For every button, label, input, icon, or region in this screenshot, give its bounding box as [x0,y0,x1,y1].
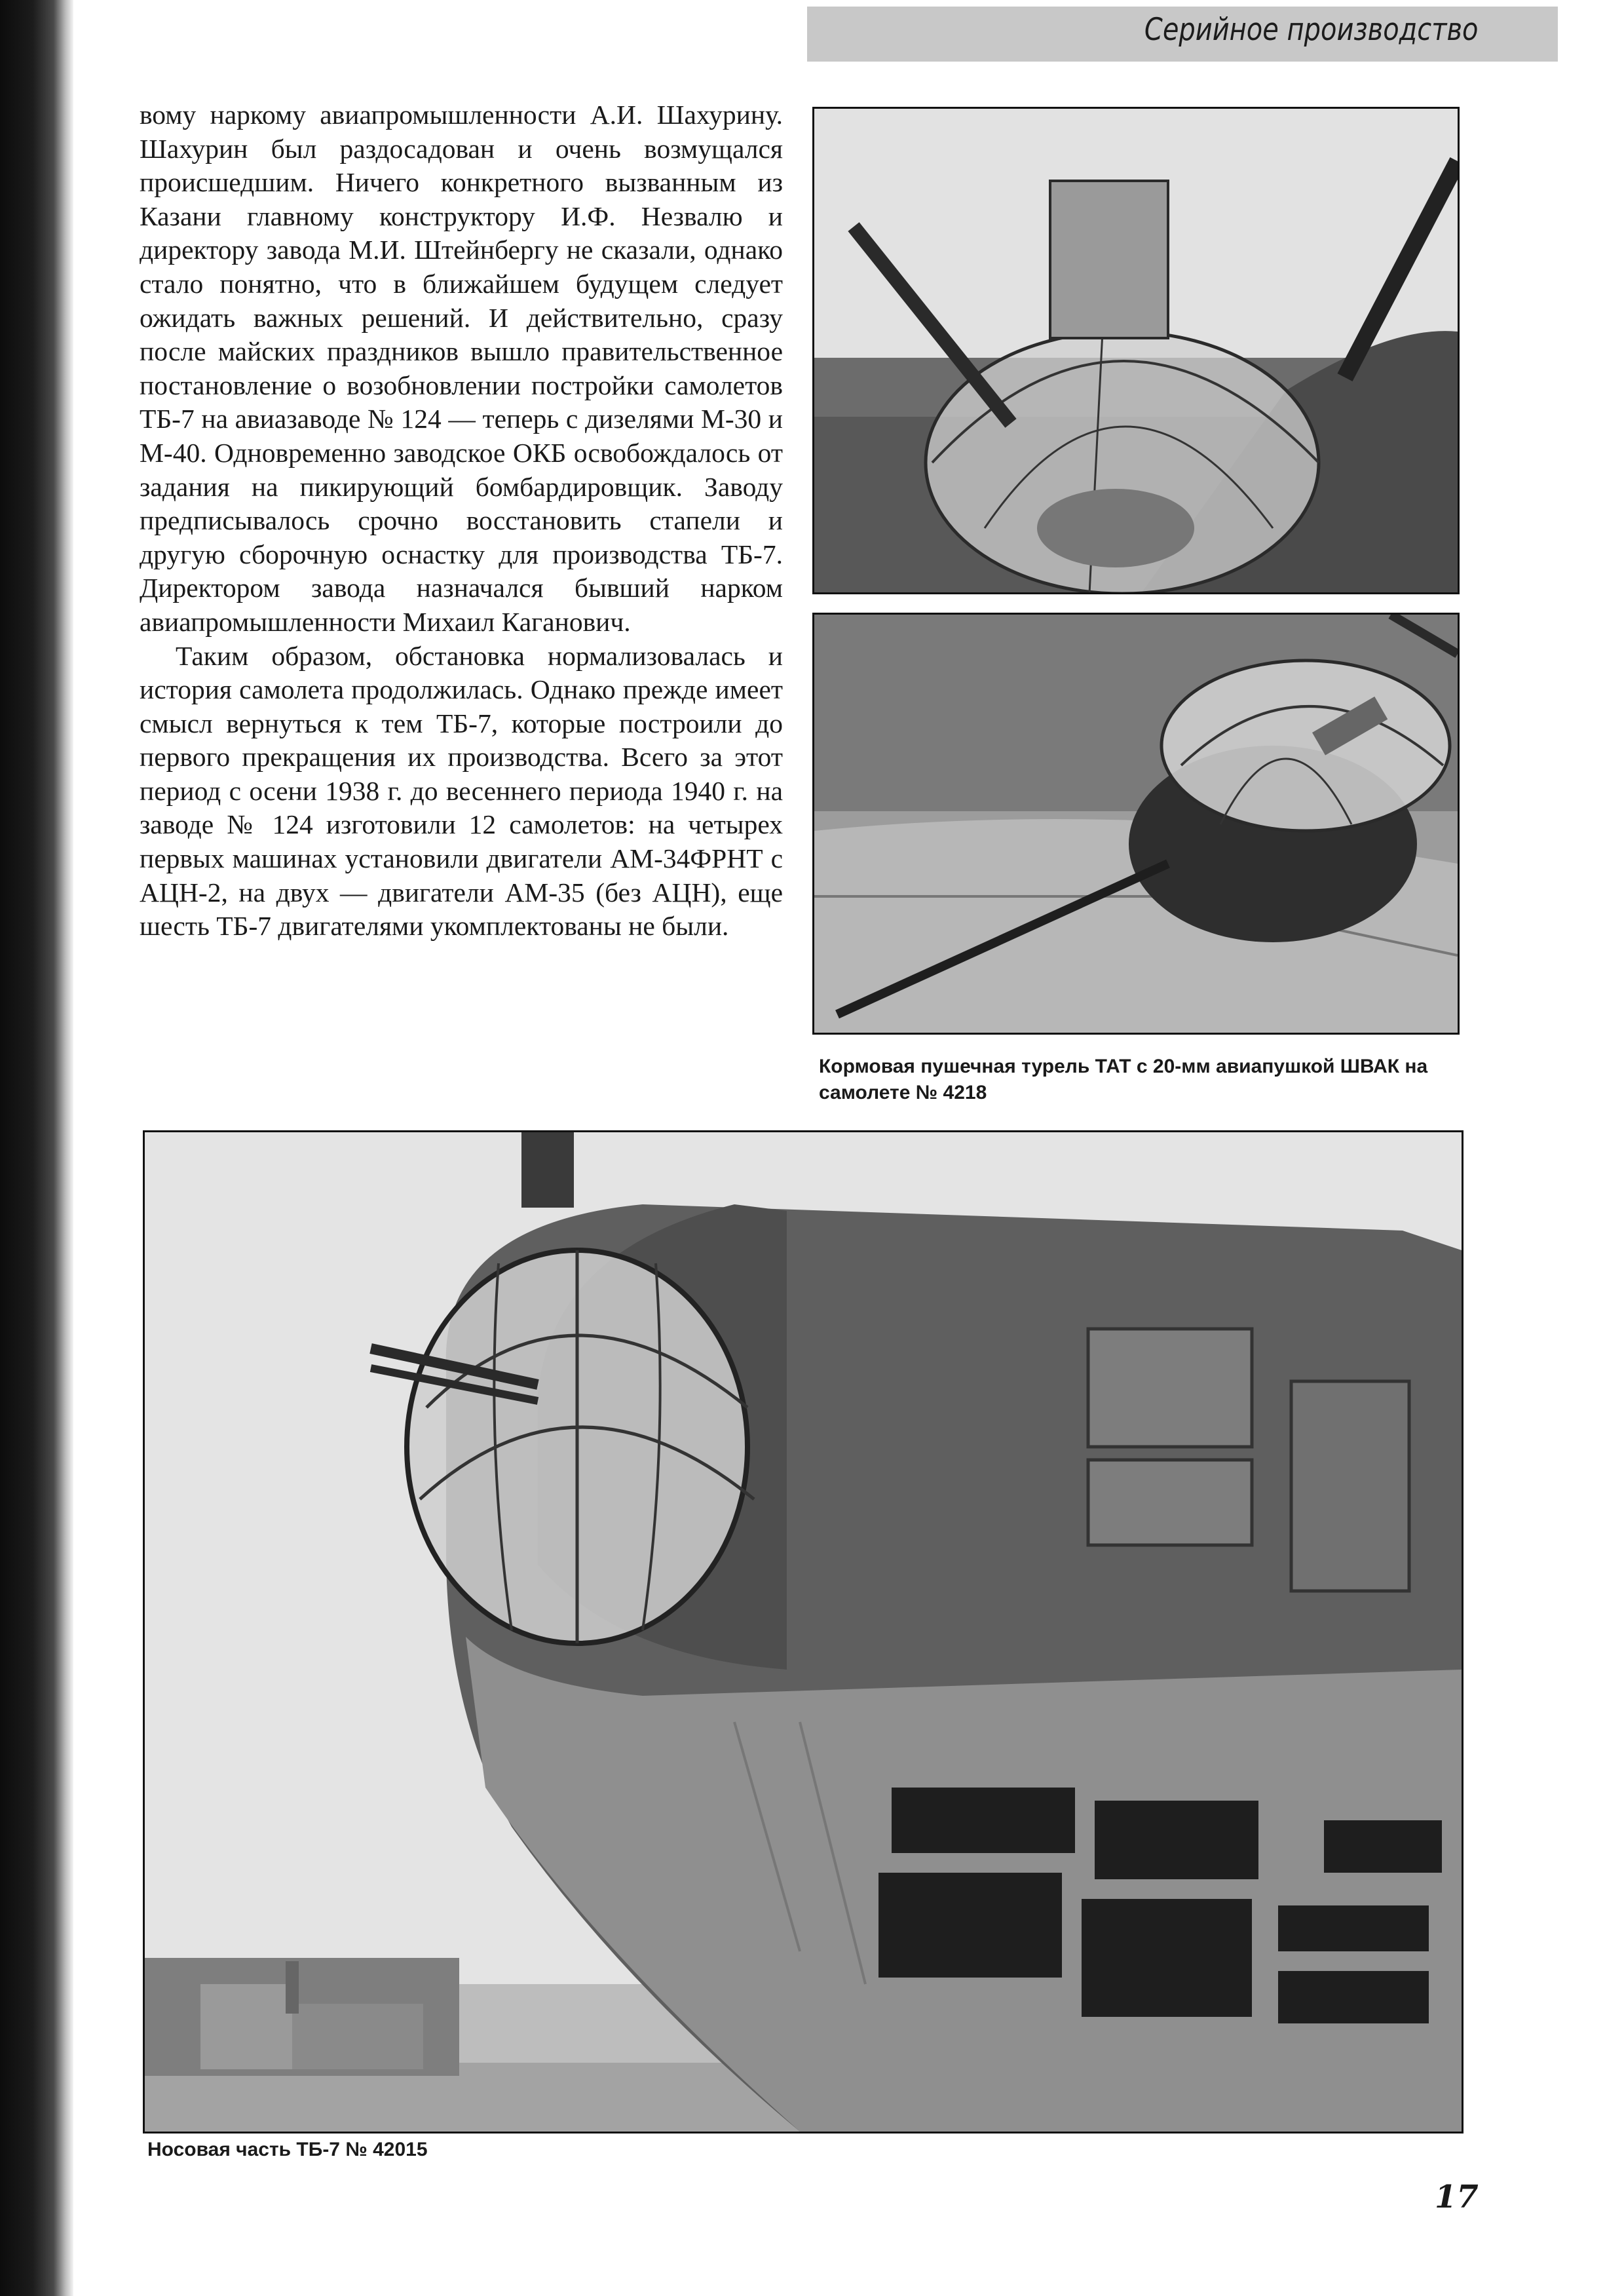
body-paragraph: вому наркому авиапромышленности А.И. Шахурину. Шахурин был раздосадован и очень возмущался происшедшим. Ничего конкретного вызванным из Казани главному конструктору И.Ф. Незвалю и директору завода М.И. Штейнбергу не сказали, однако стало понятно, что в ближайшем будущем следует ожидать важных решений. И действительно, сразу после майских праздников вышло правительственное постановление о возобновлении постройки самолетов ТБ-7 на авиазаводе № 124 — теперь с дизелями М-30 и М-40. Одновременно заводское ОКБ освобождалось от задания на пикирующий бомбардировщик. Заводу предписывалось срочно восстановить стапели и другую сборочную оснастку для производства ТБ-7. Директором завода назначался бывший нарком авиапромышленности Михаил Каганович. [140,100,783,637]
body-paragraph: Таким образом, обстановка нормализовалась и история самолета продолжилась. Однако прежде имеет смысл вернуться к тем ТБ-7, которые построили до первого прекращения их производства. Всего за этот период с осени 1938 г. до весеннего периода 1940 г. на заводе № 124 изготовили 12 самолетов: на четырех первых машинах установили двигатели АМ-34ФРНТ с АЦН-2, на двух — двигатели АМ-35 (без АЦН), еще шесть ТБ-7 двигателями укомплектованы не были. [140,640,783,942]
nose-photo [143,1130,1463,2133]
body-text-column [140,98,783,944]
section-title: Серийное производство [1144,12,1478,48]
page-number: 17 [1435,2179,1479,2215]
scan-binding-shadow [0,0,73,2296]
section-header [807,7,1558,62]
turret-photo-caption: Кормовая пушечная турель ТАТ с 20-мм авиапушкой ШВАК на самолете № 4218 [819,1056,1428,1103]
turret-photo-bottom [812,613,1460,1035]
turret-photo-top [812,107,1460,594]
nose-photo-caption: Носовая часть ТБ-7 № 42015 [147,2139,428,2160]
